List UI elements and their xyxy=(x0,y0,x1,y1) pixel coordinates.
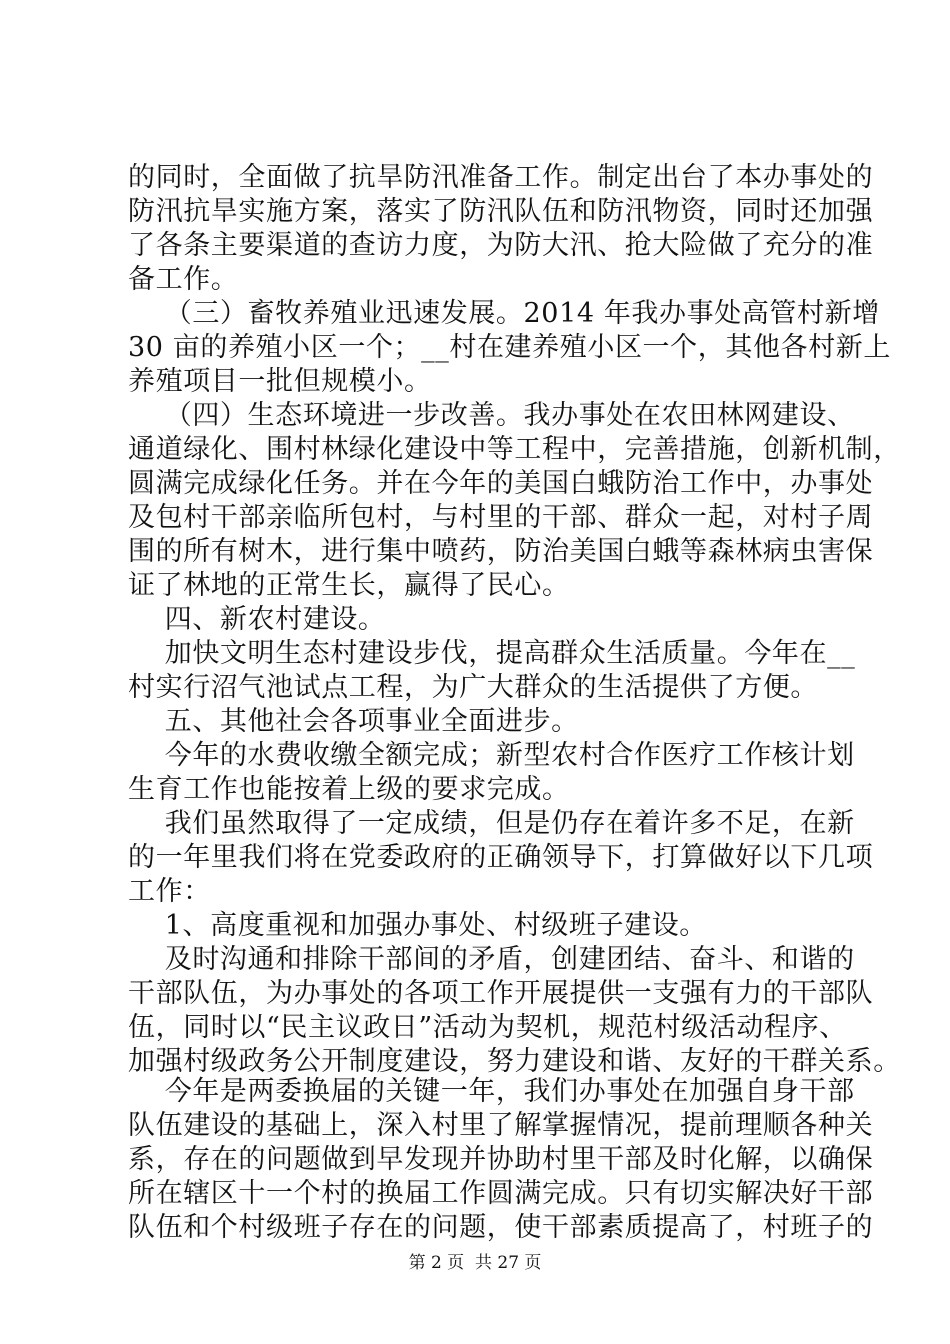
body-line: 及时沟通和排除干部间的矛盾，创建团结、奋斗、和谐的 xyxy=(128,944,855,975)
body-line: 村实行沼气池试点工程，为广大群众的生活提供了方便。 xyxy=(128,672,818,703)
body-line: 干部队伍，为办事处的各项工作开展提供一支强有力的干部队 xyxy=(128,978,874,1009)
body-line: 的一年里我们将在党委政府的正确领导下，打算做好以下几项 xyxy=(128,842,874,873)
body-line: 伍，同时以“民主议政日”活动为契机，规范村级活动程序、 xyxy=(128,1012,847,1043)
body-line: 加快文明生态村建设步伐，提高群众生活质量。今年在__ xyxy=(128,638,856,669)
body-line: 防汛抗旱实施方案，落实了防汛队伍和防汛物资，同时还加强 xyxy=(128,196,874,227)
body-line: 围的所有树木，进行集中喷药，防治美国白蛾等森林病虫害保 xyxy=(128,536,874,567)
body-line: 及包村干部亲临所包村，与村里的干部、群众一起，对村子周 xyxy=(128,502,874,533)
body-line: 工作： xyxy=(128,876,211,907)
body-line: 队伍建设的基础上，深入村里了解掌握情况，提前理顺各种关 xyxy=(128,1110,874,1141)
numbered-heading: 1、高度重视和加强办事处、村级班子建设。 xyxy=(128,910,707,941)
page-footer: 第 2 页 共 27 页 xyxy=(408,1253,542,1273)
body-line: 养殖项目一批但规模小。 xyxy=(128,366,432,397)
body-line: 的同时，全面做了抗旱防汛准备工作。制定出台了本办事处的 xyxy=(128,162,874,193)
body-line: 我们虽然取得了一定成绩，但是仍存在着许多不足，在新 xyxy=(128,808,855,839)
body-line: （三）畜牧养殖业迅速发展。2014 年我办事处高管村新增 xyxy=(128,298,880,329)
body-line: 今年是两委换届的关键一年，我们办事处在加强自身干部 xyxy=(128,1076,855,1107)
body-line: 圆满完成绿化任务。并在今年的美国白蛾防治工作中，办事处 xyxy=(128,468,874,499)
body-line: 今年的水费收缴全额完成；新型农村合作医疗工作核计划 xyxy=(128,740,855,771)
body-line: 通道绿化、围村林绿化建设中等工程中，完善措施，创新机制， xyxy=(128,434,901,465)
body-line: 队伍和个村级班子存在的问题，使干部素质提高了，村班子的 xyxy=(128,1212,874,1243)
section-heading: 五、其他社会各项事业全面进步。 xyxy=(128,706,579,737)
body-line: 证了林地的正常生长，赢得了民心。 xyxy=(128,570,570,601)
body-line: 备工作。 xyxy=(128,264,239,295)
body-line: 所在辖区十一个村的换届工作圆满完成。只有切实解决好干部 xyxy=(128,1178,874,1209)
body-line: 了各条主要渠道的查访力度，为防大汛、抢大险做了充分的准 xyxy=(128,230,874,261)
body-line: 系，存在的问题做到早发现并协助村里干部及时化解，以确保 xyxy=(128,1144,874,1175)
body-line: 加强村级政务公开制度建设，努力建设和谐、友好的干群关系。 xyxy=(128,1046,901,1077)
body-line: （四）生态环境进一步改善。我办事处在农田林网建设、 xyxy=(128,400,855,431)
body-line: 30 亩的养殖小区一个；__村在建养殖小区一个，其他各村新上 xyxy=(128,332,891,363)
section-heading: 四、新农村建设。 xyxy=(128,604,386,635)
body-line: 生育工作也能按着上级的要求完成。 xyxy=(128,774,570,805)
